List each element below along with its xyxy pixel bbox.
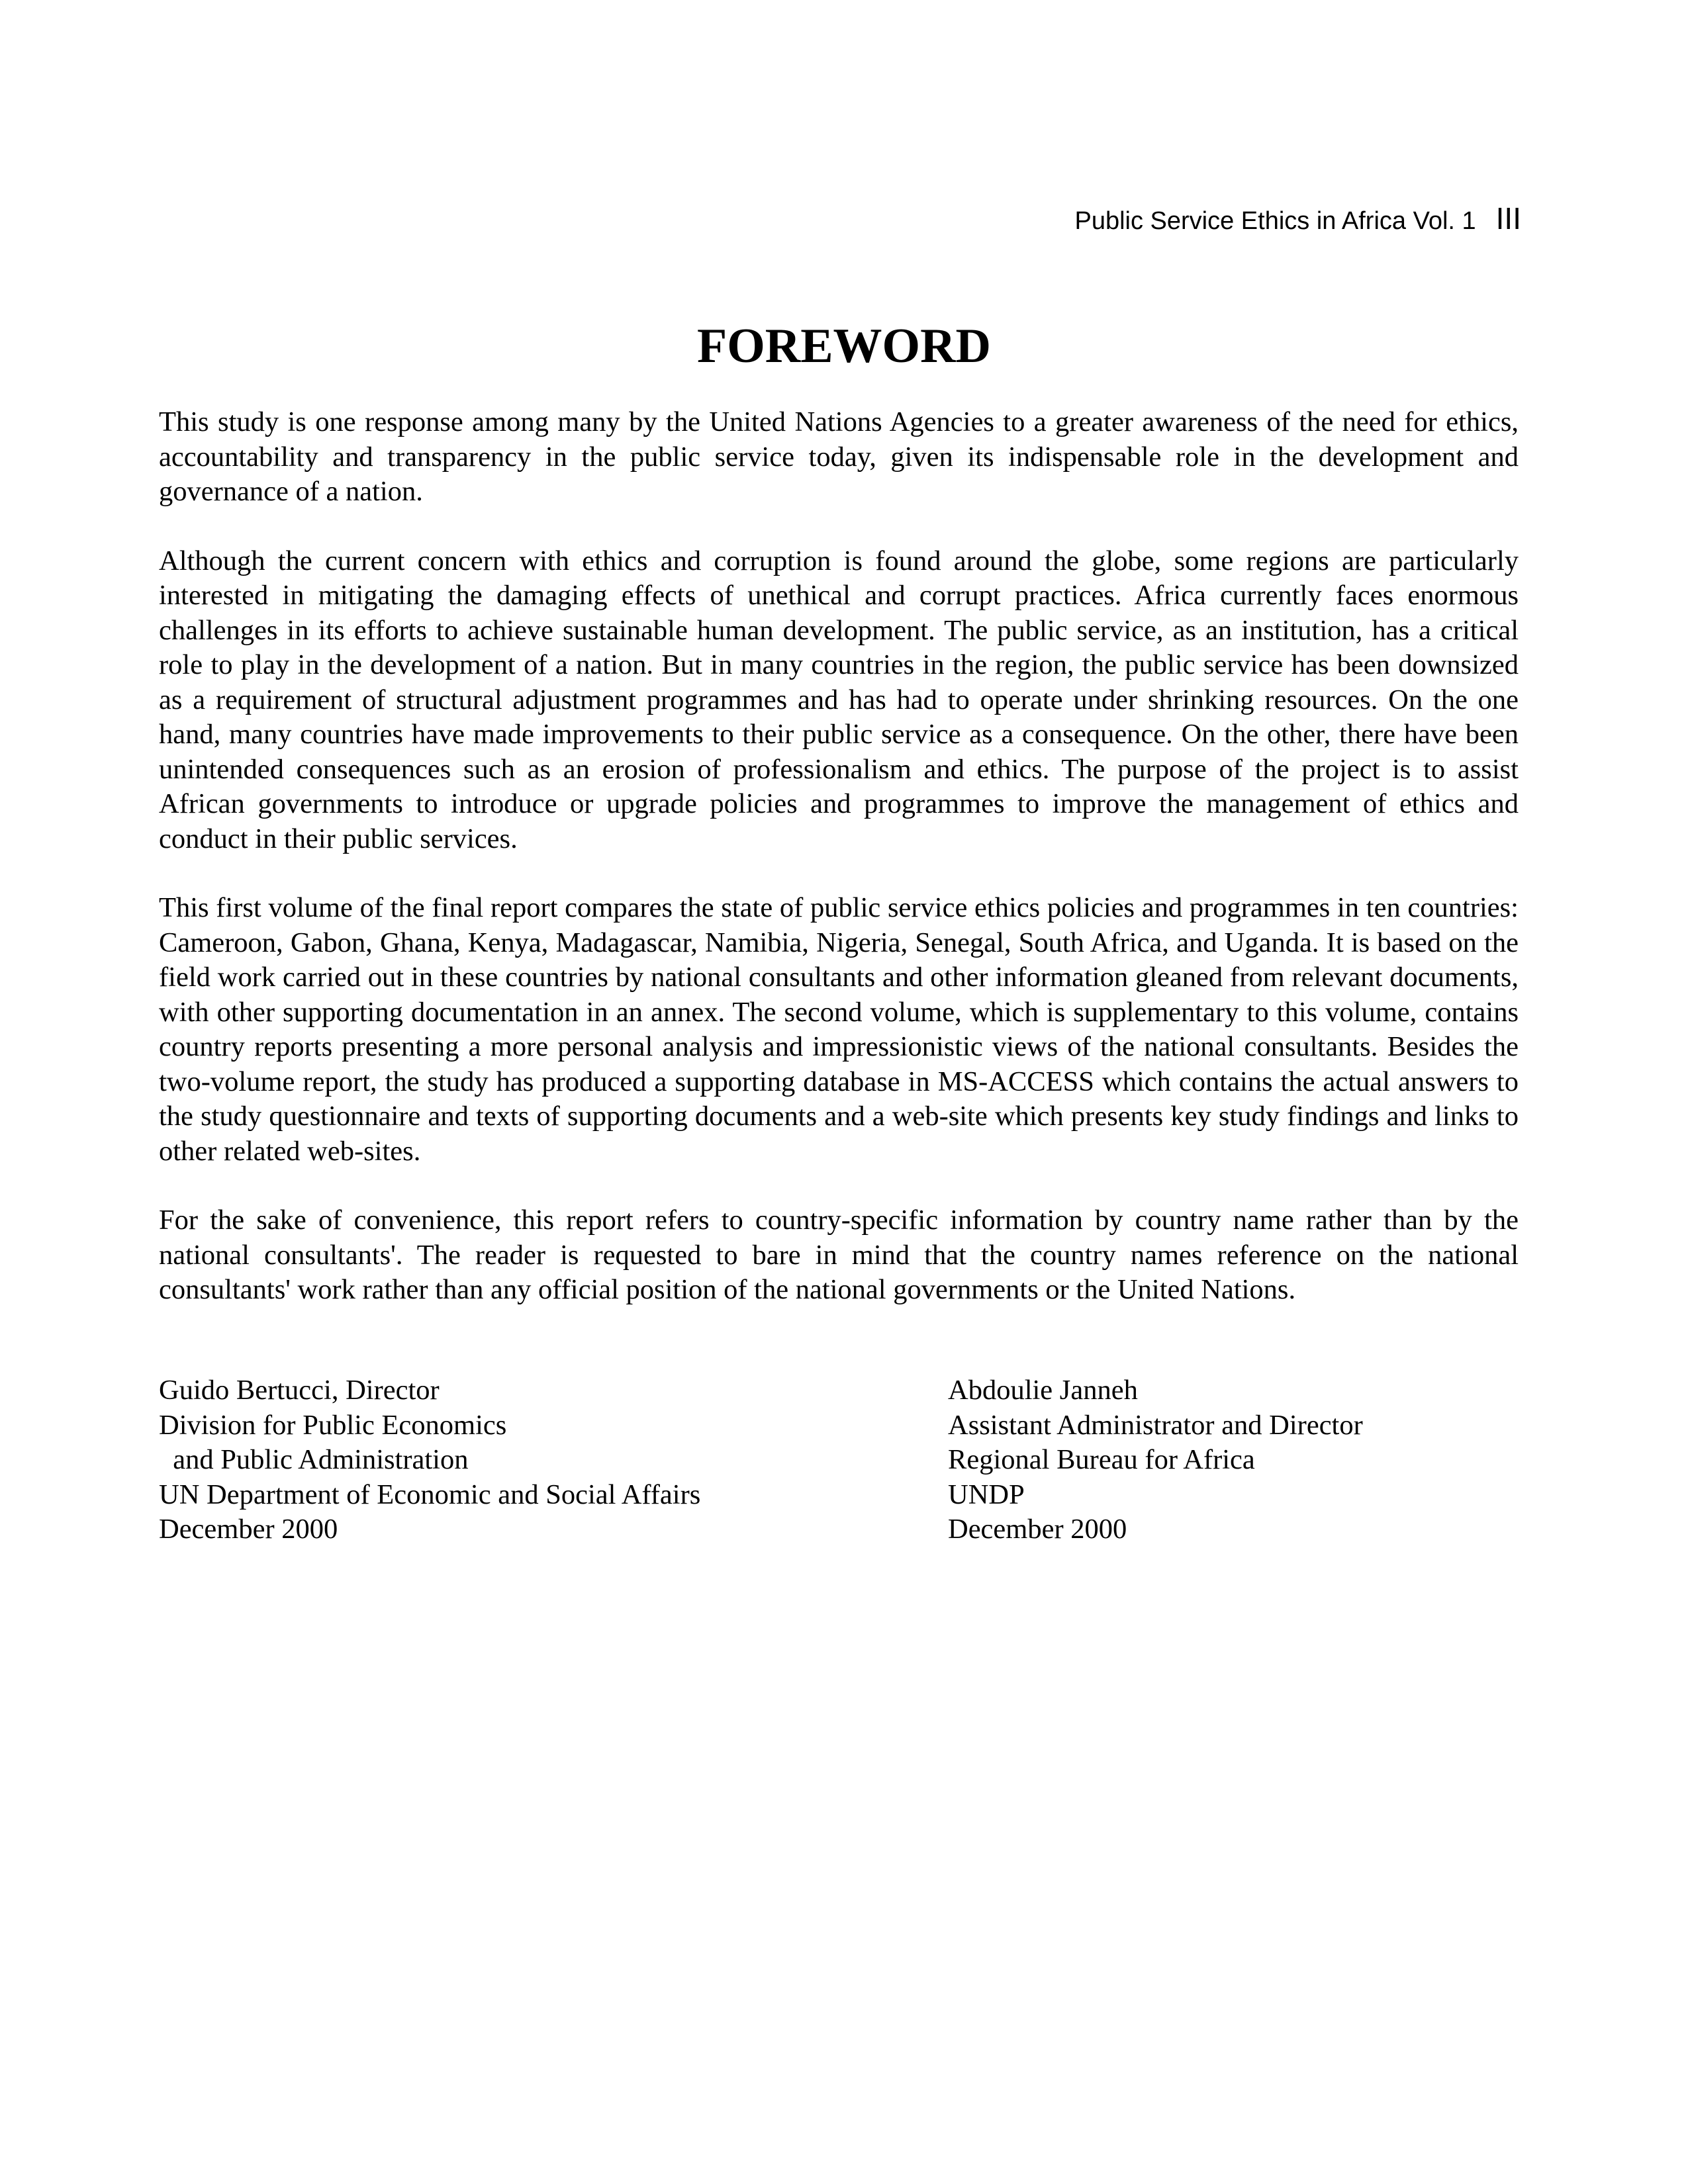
signatory-bureau-right: Regional Bureau for Africa <box>948 1444 1255 1475</box>
signature-block-right <box>948 1373 1363 1547</box>
running-header <box>1074 199 1521 241</box>
page-number: III <box>1495 201 1521 236</box>
paragraph-1: This study is one response among many by the United Nations Agencies to a greater awareness of the need for ethics, accountability and transparency in the public service today, given its indispensable role in the development and governance of a nation. <box>159 406 1519 507</box>
signatory-division-cont-left: and Public Administration <box>159 1444 469 1475</box>
signatory-name-right: Abdoulie Janneh <box>948 1375 1138 1406</box>
signature-date-right: December 2000 <box>948 1514 1127 1545</box>
paragraph-2: Although the current concern with ethics and corruption is found around the globe, some regions are particularly interested in mitigating the damaging effects of unethical and corrupt practices. Africa currently faces enormous challenges in its efforts to achieve sustainable human development. The public service, as an institution, has a critical role to play in the development of a nation. But in many countries in the region, the public service has been downsized as a requirement of structural adjustment programmes and has had to operate under shrinking resources. On the one hand, many countries have made improvements to their public service as a consequence. On the other, there have been unintended consequences such as an erosion of professionalism and ethics. The purpose of the project is to assist African governments to introduce or upgrade policies and programmes to improve the management of ethics and conduct in their public services. <box>159 545 1519 854</box>
signature-block-left <box>159 1373 700 1547</box>
running-title: Public Service Ethics in Africa Vol. 1 <box>1074 207 1476 235</box>
page-title: FOREWORD <box>697 319 991 373</box>
paragraph-4: For the sake of convenience, this report refers to country-specific information by country name rather than by the national consultants'. The reader is requested to bare in mind that the country names reference on the national consultants' work rather than any official position of the national governments or the United Nations. <box>159 1205 1519 1305</box>
paragraph-3: This first volume of the final report compares the state of public service ethics policies and programmes in ten countries: Cameroon, Gabon, Ghana, Kenya, Madagascar, Namibia, Nigeria, Senegal, South Africa, and Uganda. It is based on the field work carried out in these countries by national consultants and other information gleaned from relevant documents, with other supporting documentation in an annex. The second volume, which is supplementary to this volume, contains country reports presenting a more personal analysis and impressionistic views of the national consultants. Besides the two-volume report, the study has produced a supporting database in MS-ACCESS which contains the actual answers to the study questionnaire and texts of supporting documents and a web-site which presents key study findings and links to other related web-sites. <box>159 892 1519 1167</box>
signatory-division-left: Division for Public Economics <box>159 1409 507 1441</box>
signatory-name-left: Guido Bertucci, Director <box>159 1375 440 1406</box>
signatory-department-left: UN Department of Economic and Social Affairs <box>159 1479 701 1510</box>
signatory-org-right: UNDP <box>948 1479 1025 1510</box>
signatory-title-right: Assistant Administrator and Director <box>948 1409 1363 1441</box>
foreword-body <box>159 405 1519 1342</box>
signature-date-left: December 2000 <box>159 1514 338 1545</box>
